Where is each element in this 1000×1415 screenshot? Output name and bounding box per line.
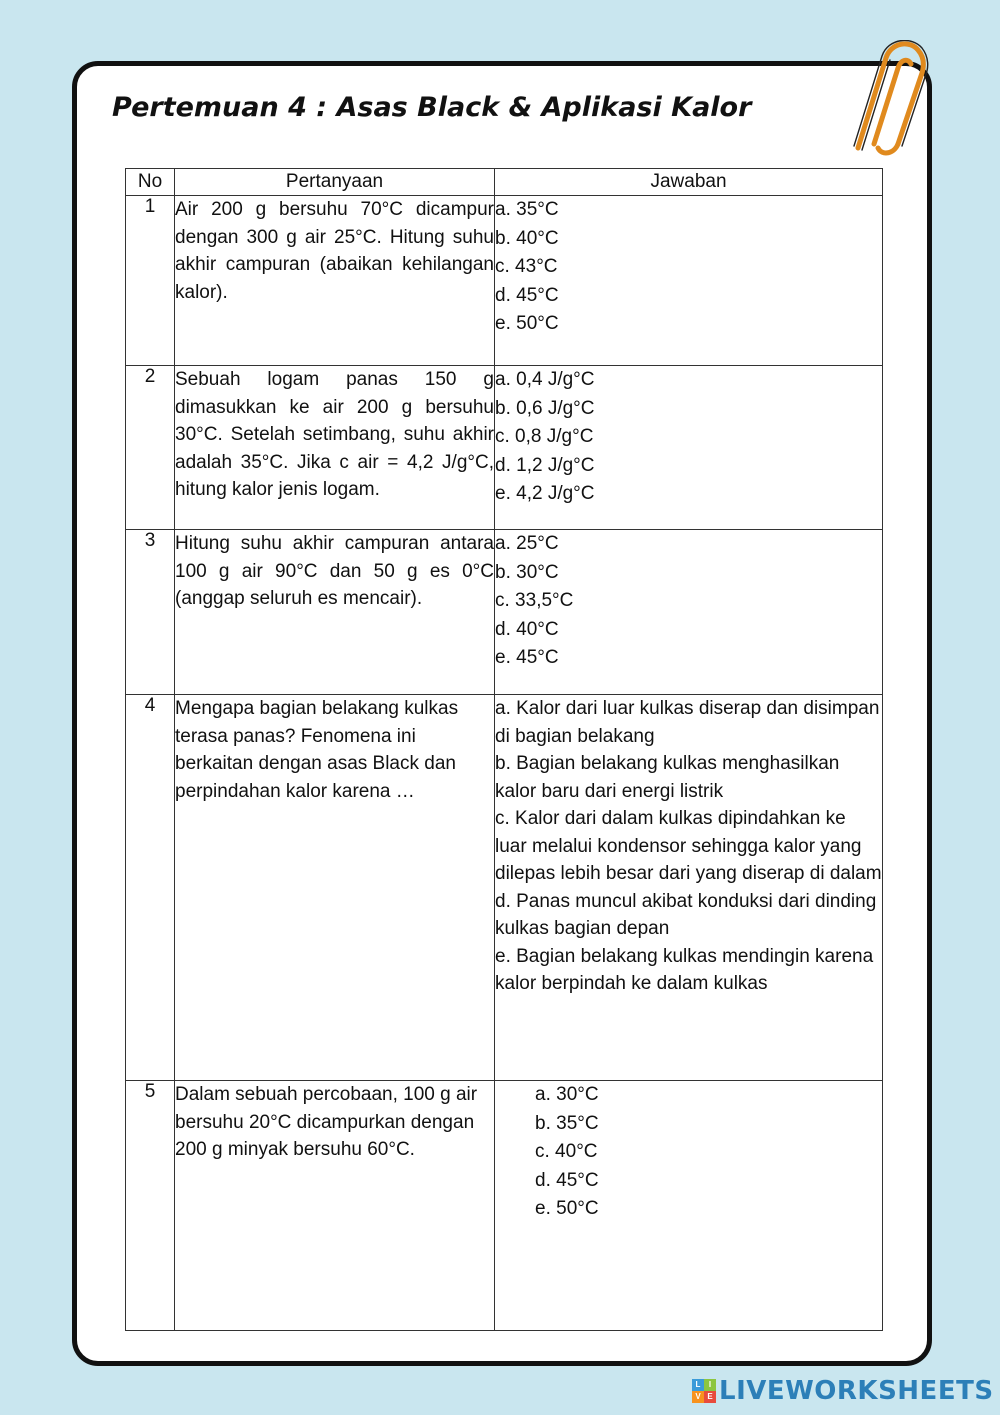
- answer-option[interactable]: c. 43°C: [495, 256, 558, 277]
- answer-option[interactable]: b. 30°C: [495, 561, 559, 583]
- header-question: Pertanyaan: [175, 169, 495, 196]
- answer-option[interactable]: d. 40°C: [495, 618, 559, 640]
- answer-option[interactable]: e. 50°C: [495, 313, 559, 334]
- brand-name: LIVEWORKSHEETS: [719, 1376, 994, 1406]
- answer-option[interactable]: d. 45°C: [535, 1169, 599, 1191]
- answer-option[interactable]: a. Kalor dari luar kulkas diserap dan disimpan di bagian belakang: [495, 698, 880, 747]
- row-number: 5: [126, 1081, 175, 1331]
- table-header-row: [126, 169, 883, 196]
- answer-options: [495, 530, 883, 695]
- answer-option[interactable]: e. 4,2 J/g°C: [495, 483, 595, 504]
- answer-option[interactable]: e. 50°C: [535, 1198, 599, 1219]
- table-row: [126, 695, 883, 1081]
- header-answer: Jawaban: [495, 169, 883, 196]
- header-no: No: [126, 169, 175, 196]
- row-number: 2: [126, 366, 175, 530]
- question-text: Air 200 g bersuhu 70°C dicampur dengan 300 g air 25°C. Hitung suhu akhir campuran (abaikan kehilangan kalor).: [175, 196, 495, 366]
- answer-option[interactable]: c. 0,8 J/g°C: [495, 426, 594, 447]
- answer-option[interactable]: a. 35°C: [495, 199, 559, 220]
- table-row: [126, 1081, 883, 1331]
- row-number: 1: [126, 196, 175, 366]
- answer-option[interactable]: a. 25°C: [495, 533, 559, 554]
- answer-option[interactable]: b. 0,6 J/g°C: [495, 397, 595, 419]
- question-text: Dalam sebuah percobaan, 100 g air bersuhu 20°C dicampurkan dengan 200 g minyak bersuhu 60°C.: [175, 1081, 495, 1331]
- answer-option[interactable]: d. 1,2 J/g°C: [495, 454, 595, 476]
- table-row: [126, 366, 883, 530]
- answer-option[interactable]: b. 40°C: [495, 227, 559, 249]
- question-text: Mengapa bagian belakang kulkas terasa panas? Fenomena ini berkaitan dengan asas Black dan perpindahan kalor karena …: [175, 695, 495, 1081]
- answer-option[interactable]: e. Bagian belakang kulkas mendingin karena kalor berpindah ke dalam kulkas: [495, 945, 874, 994]
- answer-option[interactable]: d. Panas muncul akibat konduksi dari dinding kulkas bagian depan: [495, 890, 877, 939]
- answer-option[interactable]: b. 35°C: [535, 1112, 599, 1134]
- answer-option[interactable]: a. 0,4 J/g°C: [495, 369, 595, 390]
- answer-options: [495, 695, 883, 1081]
- answer-options: [495, 1081, 883, 1331]
- answer-option[interactable]: d. 45°C: [495, 284, 559, 306]
- row-number: 3: [126, 530, 175, 695]
- answer-option[interactable]: b. Bagian belakang kulkas menghasilkan kalor baru dari energi listrik: [495, 753, 840, 802]
- answer-option[interactable]: c. 33,5°C: [495, 590, 574, 611]
- table-row: [126, 196, 883, 366]
- answer-option[interactable]: a. 30°C: [535, 1084, 599, 1105]
- question-text: Hitung suhu akhir campuran antara 100 g air 90°C dan 50 g es 0°C (anggap seluruh es mencair).: [175, 530, 495, 695]
- answer-options: [495, 196, 883, 366]
- page-title: Pertemuan 4 : Asas Black & Aplikasi Kalor: [112, 92, 752, 123]
- question-table: [125, 168, 883, 1331]
- question-text: Sebuah logam panas 150 g dimasukkan ke air 200 g bersuhu 30°C. Setelah setimbang, suhu akhir adalah 35°C. Jika c air = 4,2 J/g°C, hitung kalor jenis logam.: [175, 366, 495, 530]
- answer-option[interactable]: c. 40°C: [535, 1141, 598, 1162]
- brand-logo[interactable]: [692, 1374, 994, 1408]
- answer-options: [495, 366, 883, 530]
- answer-option[interactable]: e. 45°C: [495, 647, 559, 668]
- answer-option[interactable]: c. Kalor dari dalam kulkas dipindahkan ke luar melalui kondensor sehingga kalor yang dilepas lebih besar dari yang diserap di dalam: [495, 808, 882, 884]
- table-row: [126, 530, 883, 695]
- paperclip-icon: [848, 40, 940, 158]
- brand-mark-icon: L I V E: [692, 1379, 716, 1403]
- row-number: 4: [126, 695, 175, 1081]
